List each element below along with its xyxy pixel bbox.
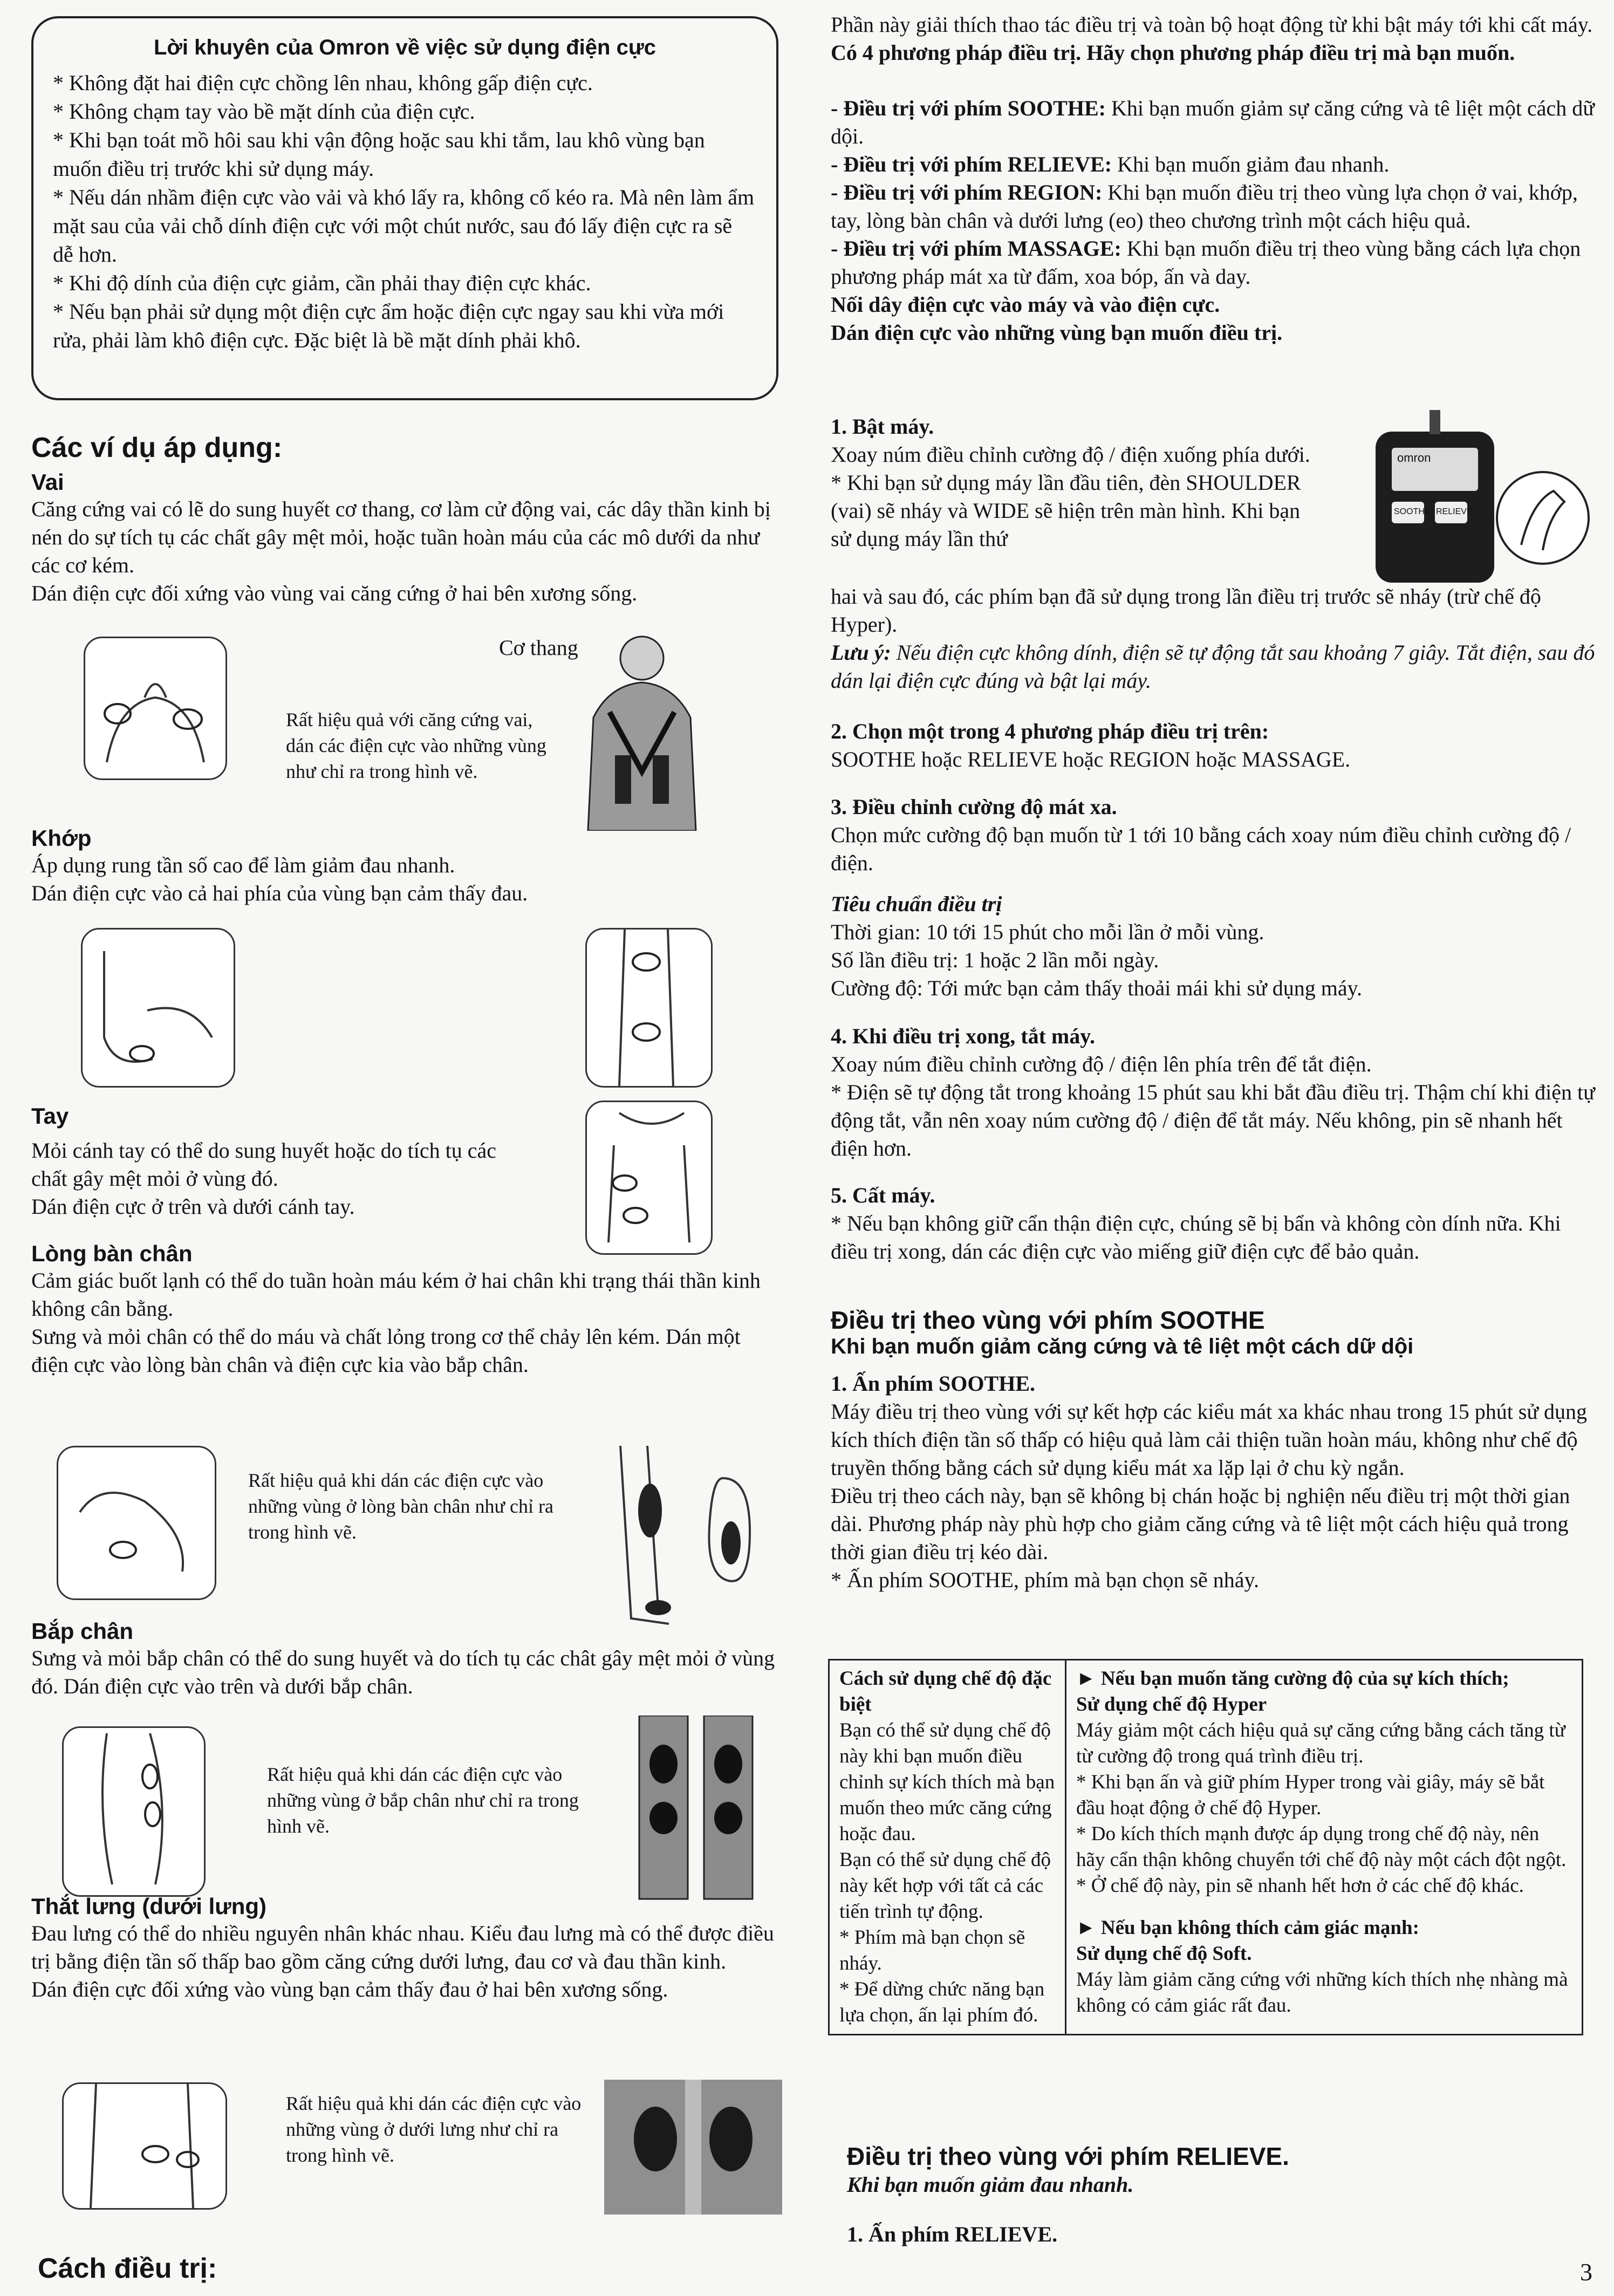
method-heading: Cách điều trị:: [38, 2253, 217, 2284]
advice-line: * Không chạm tay vào bề mặt dính của điện cực.: [53, 99, 475, 124]
relieve-block: [847, 2142, 1591, 2249]
leg-foot-figure: [599, 1446, 771, 1629]
page-number: 3: [1580, 2258, 1592, 2286]
step3-text: Chọn mức cường độ bạn muốn từ 1 tới 10 bằng cách xoay núm điều chỉnh cường độ / điện.: [831, 823, 1571, 875]
elbow-figure: [81, 928, 235, 1088]
std-line: Cường độ: Tới mức bạn cảm thấy thoải mái khi sử dụng máy.: [831, 976, 1362, 1000]
lower-back-photo: [604, 2080, 782, 2215]
tay-text2: Dán điện cực ở trên và dưới cánh tay.: [31, 1194, 355, 1219]
device-figure: [1365, 410, 1591, 588]
step1-cont: [831, 583, 1597, 695]
intro-text: Phần này giải thích thao tác điều trị và toàn bộ hoạt động từ khi bật máy tới khi cất máy.: [831, 12, 1593, 37]
connect-line-1: Nối dây điện cực vào máy và vào điện cực.: [831, 292, 1220, 317]
soothe-p1: Máy điều trị theo vùng với sự kết hợp các kiểu mát xa khác nhau trong 15 phút sử dụng kích thích điện tần số thấp có hiệu quả làm cải thiện tuần hoàn máu, không như chế độ truyền thống bằng cách sử dụng kiểu mát xa lặp lại ở chu kỳ ngắn.: [831, 1399, 1588, 1480]
step4-title: 4. Khi điều trị xong, tắt máy.: [831, 1024, 1096, 1048]
step1-block: [831, 413, 1316, 553]
luu-text: Nếu điện cực không dính, điện sẽ tự động tắt sau khoảng 7 giây. Tắt điện, sau đó dán lại điện cực đúng và bật lại máy.: [831, 640, 1595, 693]
step4-text: Xoay núm điều chỉnh cường độ / điện lên phía trên để tắt điện.: [831, 1052, 1372, 1076]
khop-text: Áp dụng rung tần số cao để làm giảm đau nhanh.: [31, 853, 455, 877]
methods-list: [831, 94, 1597, 347]
calf-figure: [62, 1726, 206, 1897]
std-line: Số lần điều trị: 1 hoặc 2 lần mỗi ngày.: [831, 948, 1159, 972]
lung-title: Thắt lưng (dưới lưng): [31, 1894, 267, 1919]
step3-title: 3. Điều chỉnh cường độ mát xa.: [831, 795, 1117, 819]
step4-note: * Điện sẽ tự động tắt trong khoảng 15 phút sau khi bắt đầu điều trị. Thậm chí khi điện tự động tắt, vẫn nên xoay núm cường độ / điện để tắt máy. Nếu không, pin sẽ nhanh hết điện hơn.: [831, 1080, 1595, 1160]
step2-block: [831, 718, 1597, 774]
soothe-sub: Khi bạn muốn giảm căng cứng và tê liệt một cách dữ dội: [831, 1335, 1414, 1358]
device-button-relieve: RELIEVE: [1436, 507, 1473, 516]
method-item: - Điều trị với phím SOOTHE: Khi bạn muốn giảm sự căng cứng và tê liệt một cách dữ dội.: [831, 96, 1595, 148]
step1-note-a: * Khi bạn sử dụng máy lần đầu tiên, đèn SHOULDER (vai) sẽ nháy và WIDE sẽ hiện trên màn hình. Khi bạn sử dụng máy lần thứ: [831, 470, 1301, 551]
vai-text: Căng cứng vai có lẽ do sung huyết cơ thang, cơ làm cử động vai, các dây thần kinh bị nén do sự tích tụ các chất gây mệt mỏi, hoặc tuần hoàn máu của các mô dưới da như các cơ kém.: [31, 497, 771, 577]
step5-block: [831, 1181, 1597, 1266]
step3-block: [831, 793, 1597, 1002]
chan-title: Lòng bàn chân: [31, 1241, 193, 1266]
lung-caption: Rất hiệu quả khi dán các điện cực vào những vùng ở dưới lưng như chỉ ra trong hình vẽ.: [286, 2093, 582, 2166]
tay-title: Tay: [31, 1103, 69, 1129]
soothe-note: * Ấn phím SOOTHE, phím mà bạn chọn sẽ nháy.: [831, 1568, 1259, 1592]
soothe-p2: Điều trị theo cách này, bạn sẽ không bị chán hoặc bị nghiện nếu điều trị một thời gian dài. Phương pháp này phù hợp cho giảm căng cứng và tê liệt một cách hiệu quả trong thời gian điều trị kéo dài.: [831, 1484, 1570, 1564]
vai-title: Vai: [31, 469, 64, 495]
relieve-sub: Khi bạn muốn giảm đau nhanh.: [847, 2172, 1134, 2197]
step5-title: 5. Cất máy.: [831, 1183, 935, 1207]
omron-advice-title: Lời khuyên của Omron về việc sử dụng điện cực: [153, 36, 656, 59]
intro-block: [831, 11, 1597, 67]
luu-label: Lưu ý:: [831, 640, 891, 665]
co-thang-label: Cơ thang: [499, 636, 578, 660]
vai-caption: Rất hiệu quả với căng cứng vai, dán các điện cực vào những vùng như chỉ ra trong hình vẽ.: [286, 709, 546, 782]
examples-heading: Các ví dụ áp dụng:: [31, 432, 283, 463]
intro-bold: Có 4 phương pháp điều trị. Hãy chọn phương pháp điều trị mà bạn muốn.: [831, 40, 1515, 65]
advice-line: * Không đặt hai điện cực chồng lên nhau, không gấp điện cực.: [53, 71, 593, 95]
step1-title: 1. Bật máy.: [831, 414, 934, 439]
chan-text: Cảm giác buốt lạnh có thể do tuần hoàn máu kém ở hai chân khi trạng thái thần kinh không cân bằng.: [31, 1268, 761, 1321]
device-brand: omron: [1397, 451, 1431, 464]
lung-text: Đau lưng có thể do nhiều nguyên nhân khác nhau. Kiểu đau lưng mà có thể được điều trị bằng điện tần số thấp bao gồm căng cứng dưới lưng, đau cơ và đau thần kinh.: [31, 1921, 774, 1973]
back-muscle-figure: [577, 631, 707, 831]
step1-note-b: hai và sau đó, các phím bạn đã sử dụng trong lần điều trị trước sẽ nháy (trừ chế độ Hyper).: [831, 584, 1541, 637]
advice-line: * Khi bạn toát mồ hôi sau khi vận động hoặc sau khi tắm, lau khô vùng bạn muốn điều trị trước khi sử dụng máy.: [53, 128, 705, 181]
advice-line: * Nếu bạn phải sử dụng một điện cực ẩm hoặc điện cực ngay sau khi vừa mới rửa, phải làm khô điện cực. Đặc biệt là bề mặt dính phải khô.: [53, 299, 724, 352]
soothe-block: [831, 1306, 1597, 1594]
std-title: Tiêu chuẩn điều trị: [831, 892, 1002, 916]
method-item: - Điều trị với phím REGION: Khi bạn muốn điều trị theo vùng lựa chọn ở vai, khớp, tay, lòng bàn chân và dưới lưng (eo) theo chương trình một cách hiệu quả.: [831, 180, 1578, 233]
advice-line: * Khi độ dính của điện cực giảm, cần phải thay điện cực khác.: [53, 271, 591, 295]
method-item: - Điều trị với phím MASSAGE: Khi bạn muốn điều trị theo vùng bằng cách lựa chọn phương pháp mát xa từ đấm, xoa bóp, ấn và day.: [831, 236, 1581, 289]
relieve-step1: 1. Ấn phím RELIEVE.: [847, 2222, 1058, 2246]
soothe-step1: 1. Ấn phím SOOTHE.: [831, 1371, 1036, 1396]
relieve-heading: Điều trị theo vùng với phím RELIEVE.: [847, 2142, 1289, 2170]
bapchan-title: Bắp chân: [31, 1618, 134, 1644]
device-button-soothe: SOOTHE: [1394, 507, 1431, 516]
arm-figure: [585, 1101, 713, 1255]
step2-title: 2. Chọn một trong 4 phương pháp điều trị trên:: [831, 719, 1269, 743]
lower-back-figure: [62, 2082, 227, 2210]
step2-text: SOOTHE hoặc RELIEVE hoặc REGION hoặc MASSAGE.: [831, 747, 1351, 771]
step1-text: Xoay núm điều chỉnh cường độ / điện xuống phía dưới.: [831, 442, 1310, 467]
chan-caption: Rất hiệu quả khi dán các điện cực vào những vùng ở lòng bàn chân như chỉ ra trong hình vẽ.: [248, 1470, 553, 1543]
lung-text2: Dán điện cực đối xứng vào vùng bạn cảm thấy đau ở hai bên xương sống.: [31, 1977, 668, 2001]
khop-text2: Dán điện cực vào cả hai phía của vùng bạn cảm thấy đau.: [31, 881, 528, 905]
bapchan-caption: Rất hiệu quả khi dán các điện cực vào những vùng ở bắp chân như chỉ ra trong hình vẽ.: [267, 1764, 579, 1837]
shoulder-figure: [84, 637, 227, 780]
step5-text: * Nếu bạn không giữ cẩn thận điện cực, chúng sẽ bị bẩn và không còn dính nữa. Khi điều trị xong, dán các điện cực vào miếng giữ điện cực để bảo quản.: [831, 1211, 1561, 1263]
special-mode-right-cell: ► Nếu bạn muốn tăng cường độ của sự kích thích; Sử dụng chế độ Hyper Máy giảm một cách hiệu quả sự căng cứng bằng cách tăng từ từ cường độ trong quá trình điều trị. * Khi bạn ấn và giữ phím Hyper trong vài giây, máy sẽ bắt đầu hoạt động ở chế độ Hyper. * Do kích thích mạnh được áp dụng trong chế độ này, nên hãy cẩn thận không chuyển tới chế độ này một cách đột ngột. * Ở chế độ này, pin sẽ nhanh hết hơn ở các chế độ khác. ► Nếu bạn không thích cảm giác mạnh: Sử dụng chế độ Soft. Máy làm giảm căng cứng với những kích thích nhẹ nhàng mà không có cảm giác rất đau.: [1076, 1668, 1568, 2017]
omron-advice-box: [31, 16, 778, 400]
method-item: - Điều trị với phím RELIEVE: Khi bạn muốn giảm đau nhanh.: [831, 152, 1390, 176]
bapchan-text: Sưng và mỏi bắp chân có thể do sung huyết và do tích tụ các chât gây mệt mỏi ở vùng đó. Dán điện cực vào trên và dưới bắp chân.: [31, 1646, 775, 1698]
advice-line: * Nếu dán nhầm điện cực vào vải và khó lấy ra, không cố kéo ra. Mà nên làm ẩm mặt sau của vải chỗ dính điện cực với một chút nước, sau đó lấy điện cực ra sẽ dễ hơn.: [53, 185, 755, 266]
tay-text: Mỏi cánh tay có thể do sung huyết hoặc do tích tụ các chất gây mệt mỏi ở vùng đó.: [31, 1138, 496, 1191]
chan-text2: Sưng và mỏi chân có thể do máu và chất lỏng trong cơ thể chảy lên kém. Dán một điện cực vào lòng bàn chân và điện cực kia vào bắp chân.: [31, 1324, 741, 1377]
khop-title: Khớp: [31, 825, 92, 851]
knee-figure: [585, 928, 713, 1088]
std-line: Thời gian: 10 tới 15 phút cho mỗi lần ở mỗi vùng.: [831, 920, 1264, 944]
calves-figure: [628, 1716, 763, 1904]
special-mode-left-cell: Cách sử dụng chế độ đặc biệt Bạn có thể sử dụng chế độ này khi bạn muốn điều chỉnh sự kích thích mà bạn muốn theo mức căng cứng hoặc đau. Bạn có thể sử dụng chế độ này kết hợp với tất cả các tiến trình tự động. * Phím mà bạn chọn sẽ nháy. * Để dừng chức năng bạn lựa chọn, ấn lại phím đó.: [829, 1660, 1066, 2035]
soothe-heading: Điều trị theo vùng với phím SOOTHE: [831, 1306, 1265, 1334]
connect-line-2: Dán điện cực vào những vùng bạn muốn điều trị.: [831, 320, 1283, 345]
vai-text2: Dán điện cực đối xứng vào vùng vai căng cứng ở hai bên xương sống.: [31, 581, 638, 605]
step4-block: [831, 1022, 1597, 1163]
special-mode-table: [828, 1659, 1583, 2035]
foot-sole-figure: [57, 1446, 216, 1600]
